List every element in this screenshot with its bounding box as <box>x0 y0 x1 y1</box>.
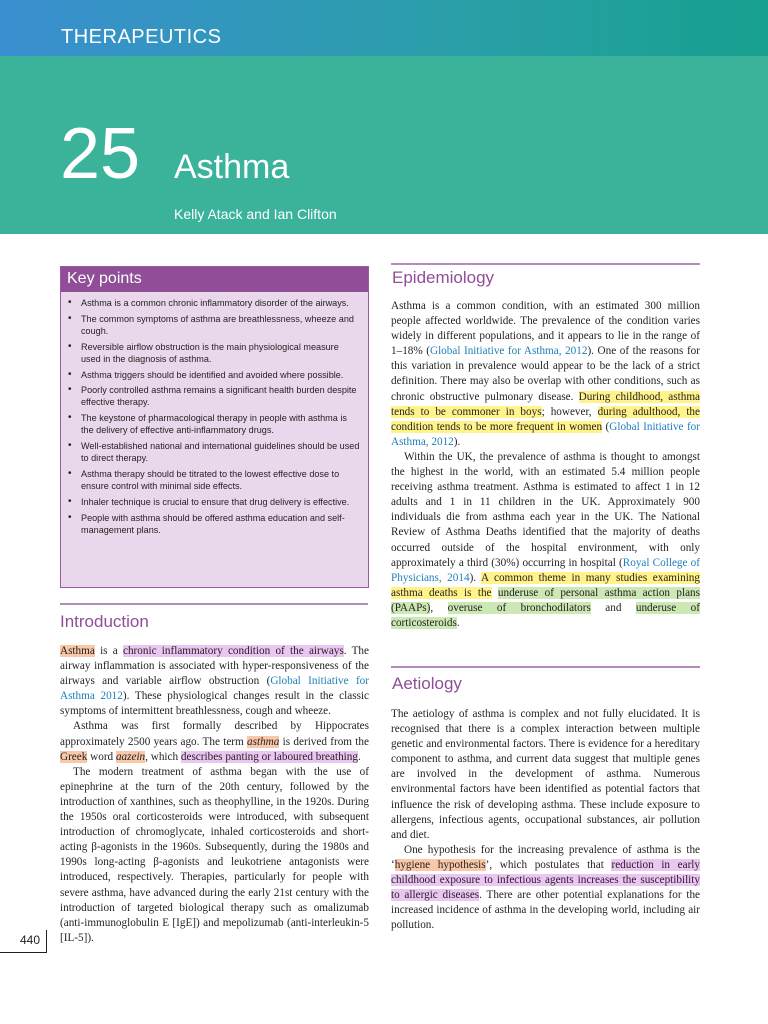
key-point-item: • Poorly controlled asthma remains a significant health burden despite effective therapy. <box>67 384 360 408</box>
highlight-term: aazein <box>115 750 146 763</box>
epidemiology-paragraph <box>391 450 700 631</box>
key-points-list <box>61 292 368 536</box>
introduction-paragraph <box>60 644 369 719</box>
aetiology-heading: Aetiology <box>392 674 462 693</box>
text-run: is a <box>94 645 123 657</box>
epidemiology-heading: Epidemiology <box>392 268 495 287</box>
highlight-phrase: overuse of bronchodilators <box>447 601 591 614</box>
highlight-term: asthma <box>247 735 280 748</box>
chapter-title: Asthma <box>174 148 290 186</box>
chapter-number: 25 <box>60 114 141 194</box>
section-label: THERAPEUTICS <box>61 26 222 48</box>
citation-link[interactable]: Global Initiative for Asthma 2012 <box>60 675 369 703</box>
highlight-phrase: reduction in early childhood exposure to infectious agents increases the susceptibility to allergic diseases <box>391 858 701 902</box>
highlight-term: hygiene hypothesis <box>394 858 486 871</box>
introduction-rule <box>60 603 368 605</box>
text-run: ; however, <box>541 405 598 418</box>
text-run: Asthma was first formally described by Hippocrates approximately 2500 years ago. The term <box>60 720 369 748</box>
text-run: , <box>430 601 448 614</box>
text-run: ). <box>453 435 461 448</box>
highlight-phrase: During childhood, asthma tends to be commoner in boys <box>391 390 700 418</box>
text-run: Asthma is a common condition, with an estimated 300 million people affected worldwide. The prevalence of the condition varies widely in different populations, and it appears to lie in the range of 1–18% ( <box>391 300 700 358</box>
highlight-phrase: describes panting or laboured breathing <box>180 750 358 763</box>
text-run: ). <box>469 571 481 584</box>
highlight-phrase: underuse of corticosteroids <box>391 601 700 629</box>
key-points-box <box>60 266 369 588</box>
highlight-term: Greek <box>60 750 88 763</box>
key-point-item: • Asthma therapy should be titrated to the lowest effective dose to ensure control with minimal side effects. <box>67 468 360 492</box>
page-number-divider <box>46 930 47 953</box>
aetiology-rule <box>391 666 700 668</box>
highlight-term: Asthma <box>60 645 95 657</box>
key-point-item: • Well-established national and international guidelines should be used to direct therapy. <box>67 440 360 464</box>
text-run: ). One of the reasons for this variation in prevalence would appear to be the lack of a strict definition. There may also be overlap with other conditions, such as chronic obstructive pulmonary disease. <box>391 345 700 403</box>
key-point-item: • People with asthma should be offered asthma education and self-management plans. <box>67 512 360 536</box>
chapter-authors: Kelly Atack and Ian Clifton <box>174 206 337 222</box>
text-run: ( <box>602 420 610 433</box>
key-points-title: Key points <box>61 267 368 292</box>
text-run: ). These physiological changes result in the classic symptoms of intermittent breathlessness, cough and wheeze. <box>60 690 369 718</box>
page-number-rule <box>0 952 46 953</box>
introduction-body <box>60 644 369 946</box>
text-run: , which <box>145 750 181 763</box>
key-point-item: • Reversible airflow obstruction is the main physiological measure used in the diagnosis of asthma. <box>67 341 360 365</box>
highlight-phrase: during adulthood, the condition tends to be more frequent in women <box>391 405 700 433</box>
highlight-phrase: A common theme in many studies examining asthma deaths is the <box>391 571 700 599</box>
text-run: word <box>87 750 116 763</box>
introduction-heading: Introduction <box>60 612 149 631</box>
text-run: is derived from the <box>279 735 369 748</box>
text-run <box>492 587 498 599</box>
epidemiology-rule <box>391 263 700 265</box>
epidemiology-paragraph <box>391 299 700 450</box>
text-run: . <box>357 750 361 763</box>
citation-link[interactable]: Royal College of Physicians, 2014 <box>391 556 700 584</box>
text-run: Within the UK, the prevalence of asthma is thought to amongst the highest in the world, with an estimated 5.4 million people receiving asthma treatment. Asthma is estimated to affect 1 in 12 adults and 1 in 11 children in the UK. Approximately 900 individuals die from asthma each year in the UK. The National Review of Asthma Deaths identified that the majority of deaths occurred outside of the hospital environment, with only approximately a third (30%) occurring in hospital ( <box>391 450 700 569</box>
text-run: . The airway inflammation is associated with hyper-responsiveness of the airways and variable airflow obstruction ( <box>60 645 369 688</box>
epidemiology-body <box>391 299 700 631</box>
introduction-paragraph: The modern treatment of asthma began with the use of epinephrine at the turn of the 20th century, followed by the introduction of xanthines, such as theophylline, in the 1920s. During the 1950s oral corticosteroids were introduced, with subsequent introduction of chromoglycate, inhaled corticosteroids and short-acting β-agonists in the 1960s. Subsequently, during the 1980s and 1990s long-acting β-agonists and leukotriene antagonists were introduced, respectively. Therapies, particularly for people with severe asthma, have advanced during the early 21st century with the introduction of targeted biological therapy such as omalizumab (anti-immunoglobulin E [IgE]) and mepolizumab (anti-interleukin-5 [IL-5]). <box>60 765 369 944</box>
aetiology-body <box>391 707 700 933</box>
text-run: ’, which postulates that <box>485 858 612 871</box>
citation-link[interactable]: Global Initiative for Asthma, 2012 <box>391 420 700 448</box>
introduction-paragraph <box>60 719 369 764</box>
key-point-item: • The common symptoms of asthma are breathlessness, wheeze and cough. <box>67 313 360 337</box>
page-number: 440 <box>20 933 41 947</box>
highlight-phrase: underuse of personal asthma action plans (PAAPs) <box>391 586 700 614</box>
text-run: . <box>456 616 460 629</box>
citation-link[interactable]: Global Initiative for Asthma, 2012 <box>429 345 588 358</box>
highlight-phrase: chronic inflammatory condition of the airways <box>123 645 344 657</box>
text-run: One hypothesis for the increasing prevalence of asthma is the ‘ <box>391 843 700 871</box>
text-run: . There are other potential explanations for the increased incidence of asthma in the developing world, including air pollution. <box>391 889 700 932</box>
key-point-item: • Asthma triggers should be identified and avoided where possible. <box>67 369 360 381</box>
key-point-item: • Inhaler technique is crucial to ensure that drug delivery is effective. <box>67 496 360 508</box>
key-point-item: • The keystone of pharmacological therapy in people with asthma is the delivery of effective anti-inflammatory drugs. <box>67 412 360 436</box>
aetiology-paragraph <box>391 843 700 934</box>
key-point-item: • Asthma is a common chronic inflammatory disorder of the airways. <box>67 297 360 309</box>
aetiology-paragraph: The aetiology of asthma is complex and not fully elucidated. It is recognised that there is a complex interaction between multiple genetic and environmental factors. There is evidence for a hereditary component to asthma, and current data suggest that multiple genes are involved in the development of asthma. Numerous environmental factors have been identified as potential factors that influence the risk of developing asthma. These include exposure to allergens, infectious agents, occupational substances, air pollution and diet. <box>391 708 700 841</box>
text-run: and <box>590 601 636 614</box>
